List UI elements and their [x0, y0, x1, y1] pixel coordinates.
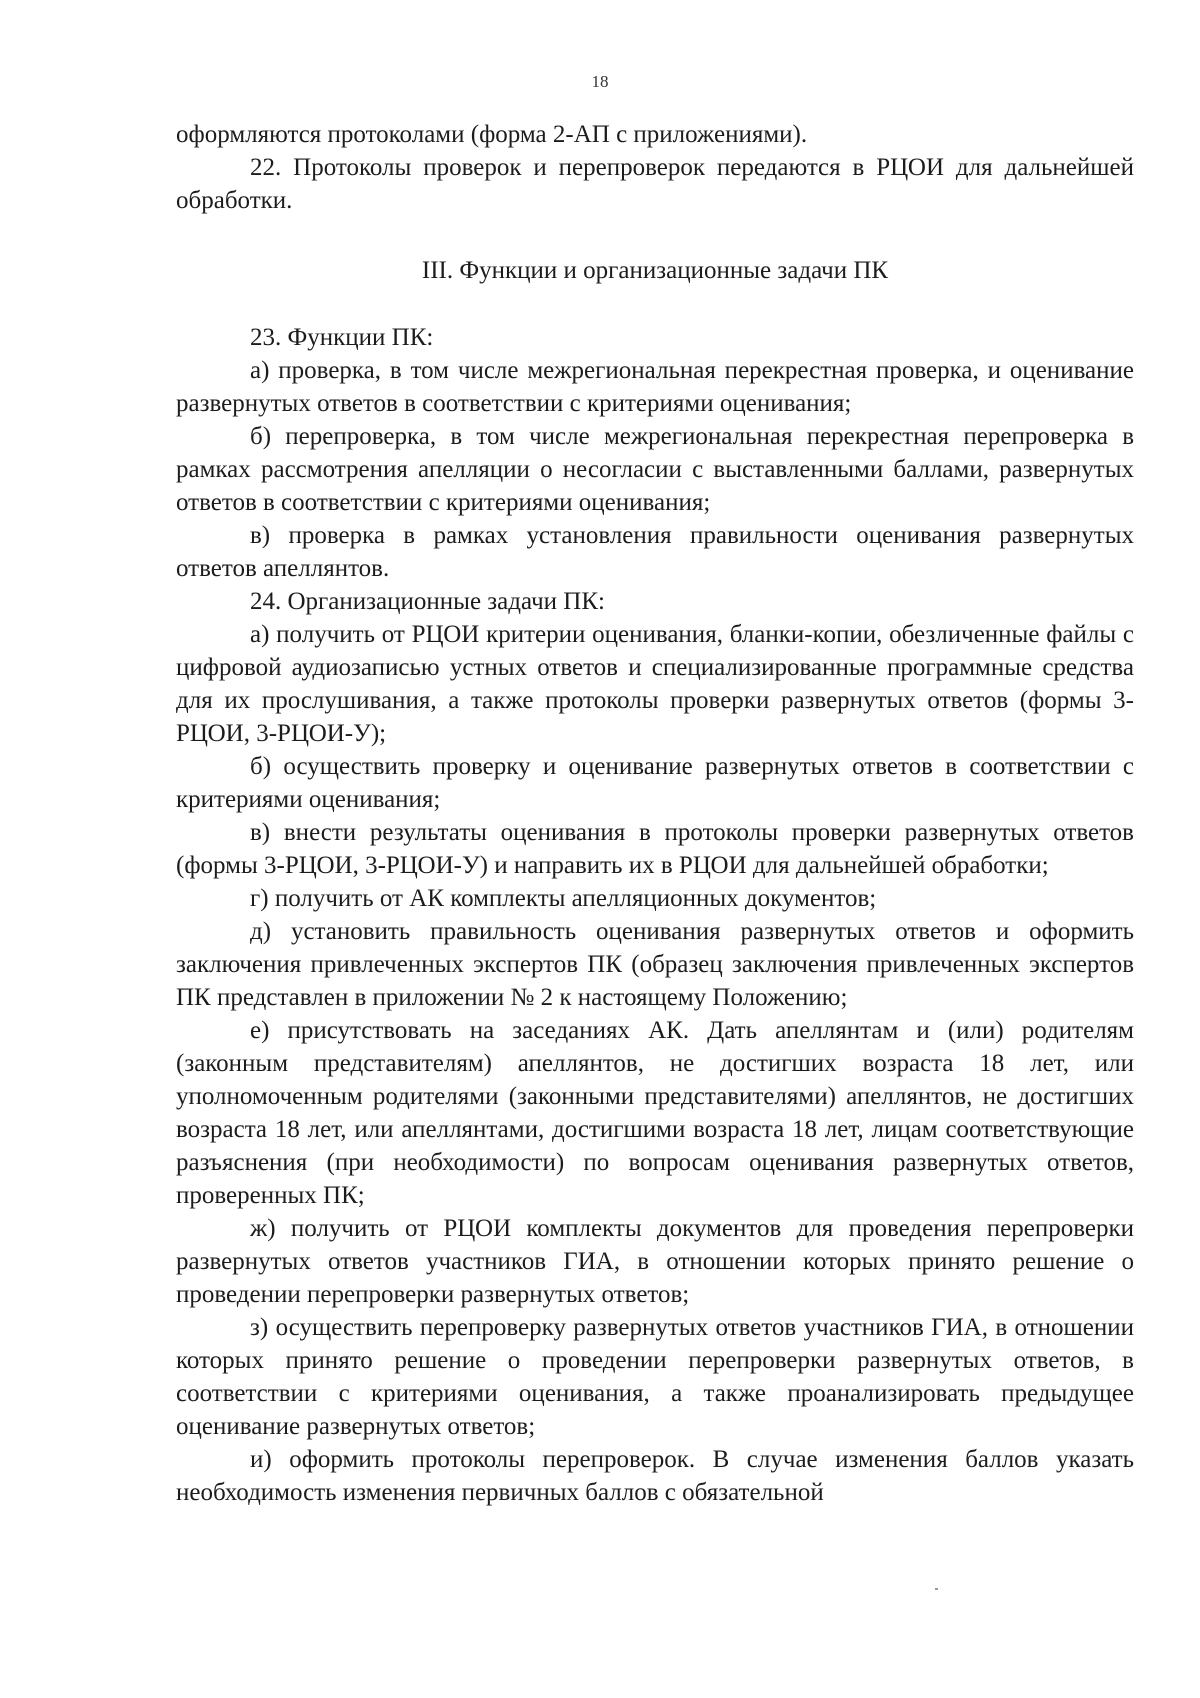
section-title: III. Функции и организационные задачи ПК — [421, 257, 889, 284]
list-item: в) проверка в рамках установления правильности оценивания развернутых ответов апеллянтов. — [176, 522, 1134, 582]
list-item: и) оформить протоколы перепроверок. В случае изменения баллов указать необходимость изменения первичных баллов с обязательной — [176, 1446, 1134, 1506]
list-item: а) проверка, в том числе межрегиональная перекрестная проверка, и оценивание развернутых ответов в соответствии с критериями оценивания; — [176, 357, 1134, 417]
list-item: в) внести результаты оценивания в протоколы проверки развернутых ответов (формы 3-РЦОИ, 3-РЦОИ-У) и направить их в РЦОИ для дальнейшей обработки; — [176, 819, 1134, 879]
list-item: е) присутствовать на заседаниях АК. Дать апеллянтам и (или) родителям (законным представителям) апеллянтов, не достигших возраста 18 лет, или уполномоченным родителями (законными представителями) апеллянтов, не достигших возраста 18 лет, или апеллянтами, достигшими возраста 18 лет, лицам соответствующие разъяснения (при необходимости) по вопросам оценивания развернутых ответов, проверенных ПК; — [176, 1017, 1134, 1209]
paragraph: 22. Протоколы проверок и перепроверок передаются в РЦОИ для дальнейшей обработки. — [176, 154, 1134, 214]
page-content — [176, 118, 1134, 1509]
list-item: г) получить от АК комплекты апелляционных документов; — [250, 885, 877, 912]
paragraph: оформляются протоколами (форма 2-АП с приложениями). — [176, 121, 808, 148]
list-item: б) осуществить проверку и оценивание развернутых ответов в соответствии с критериями оценивания; — [176, 753, 1134, 813]
list-item: а) получить от РЦОИ критерии оценивания, бланки-копии, обезличенные файлы с цифровой аудиозаписью устных ответов и специализированные программные средства для их прослушивания, а также протоколы проверки развернутых ответов (формы 3-РЦОИ, 3-РЦОИ-У); — [176, 621, 1134, 747]
list-item: з) осуществить перепроверку развернутых ответов участников ГИА, в отношении которых принято решение о проведении перепроверки развернутых ответов, в соответствии с критериями оценивания, а также проанализировать предыдущее оценивание развернутых ответов; — [176, 1314, 1134, 1440]
list-item: д) установить правильность оценивания развернутых ответов и оформить заключения привлеченных экспертов ПК (образец заключения привлеченных экспертов ПК представлен в приложении № 2 к настоящему Положению; — [176, 918, 1134, 1011]
list-item: б) перепроверка, в том числе межрегиональная перекрестная перепроверка в рамках рассмотрения апелляции о несогласии с выставленными баллами, развернутых ответов в соответствии с критериями оценивания; — [176, 423, 1134, 516]
paragraph: 23. Функции ПК: — [250, 324, 434, 351]
paragraph: 24. Организационные задачи ПК: — [250, 588, 605, 615]
page-number: 18 — [591, 72, 609, 91]
scan-speck — [935, 1588, 938, 1590]
list-item: ж) получить от РЦОИ комплекты документов для проведения перепроверки развернутых ответов участников ГИА, в отношении которых принято решение о проведении перепроверки развернутых ответов; — [176, 1215, 1134, 1308]
